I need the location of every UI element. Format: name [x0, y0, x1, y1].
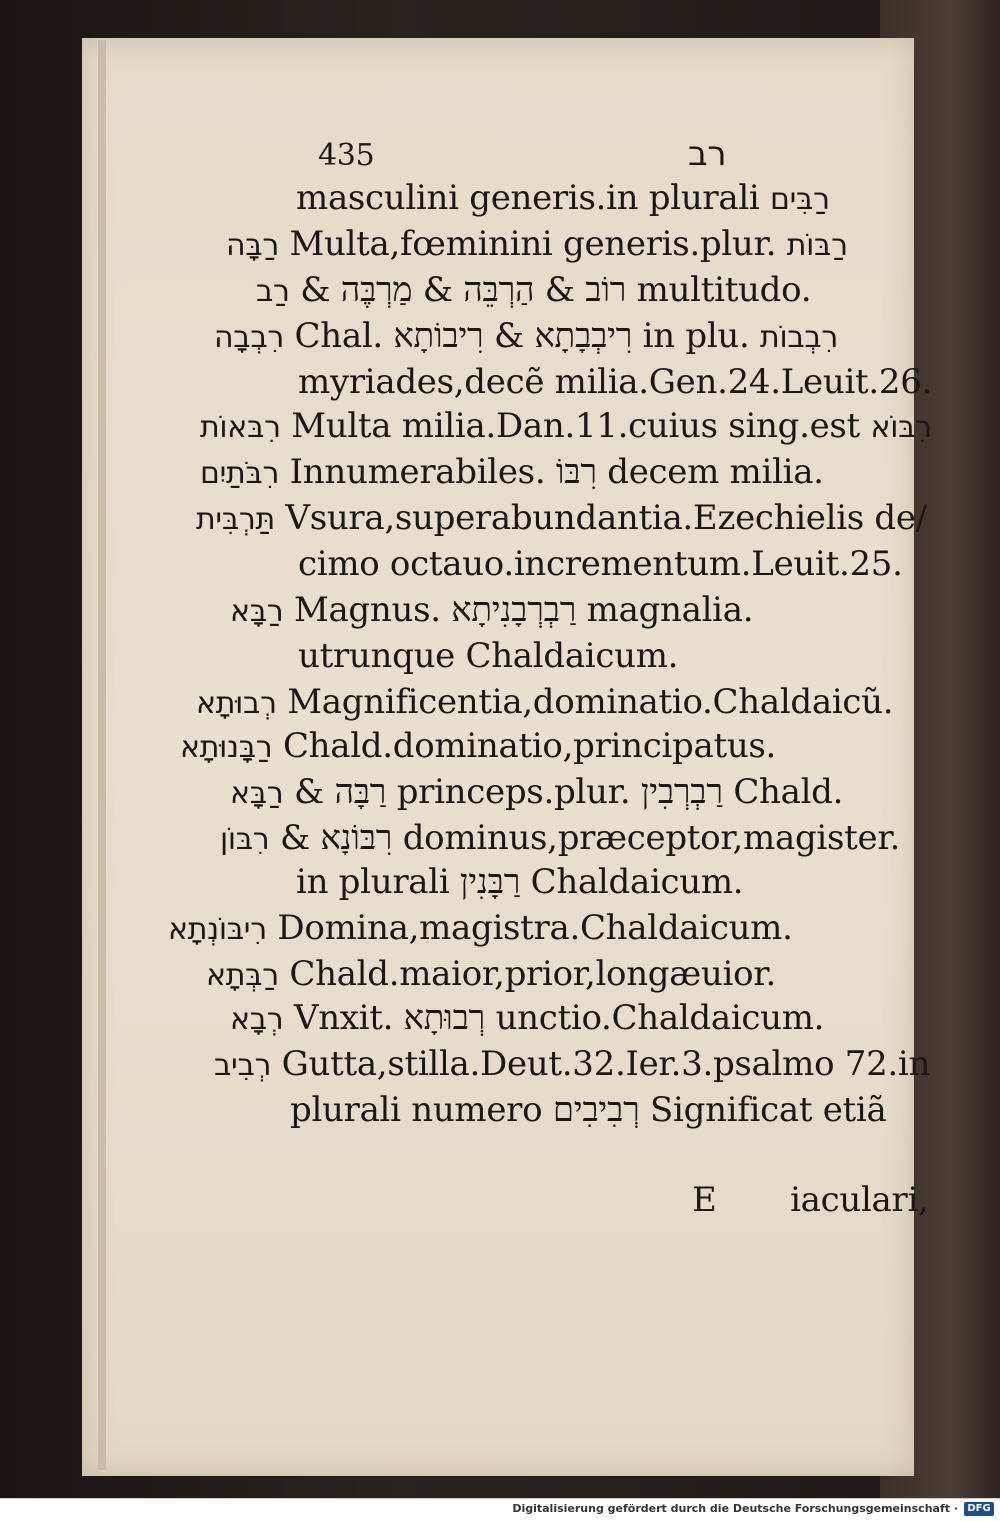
- headword: רִבּאוֹת: [200, 410, 281, 445]
- headword: תַּרְבִּית: [196, 502, 275, 537]
- headword: רְבִיב: [214, 1048, 272, 1083]
- line-text: Magnus. רַבְרְבָנִיתָא magnalia.: [293, 590, 754, 630]
- text-line: [230, 770, 843, 816]
- text-line: [196, 680, 893, 726]
- footer-credit: Digitalisierung gefördert durch die Deutsche Forschungsgemeinschaft ·: [512, 1502, 958, 1515]
- headword: רְבוּתָא: [196, 686, 277, 721]
- hebrew-term: רִבּוֹא: [870, 410, 932, 445]
- headword: רַבָּנוּתָא: [180, 730, 273, 765]
- text-line: [206, 952, 776, 998]
- headword: רַבָּה: [226, 228, 279, 263]
- text-line: [230, 588, 753, 634]
- line-text: Chald.maior,prior,longæuior.: [289, 954, 777, 994]
- line-text: plurali numero רְבִיבִים Significat etiã: [290, 1090, 887, 1130]
- text-line: [200, 404, 932, 450]
- line-text: Domina,magistra.Chaldaicum.: [277, 908, 793, 948]
- line-text: E iaculari,: [692, 1180, 929, 1220]
- line-text: Multa milia.Dan.11.cuius sing.est: [291, 406, 860, 446]
- page-edge: [98, 40, 106, 1470]
- line-text: utrunque Chaldaicum.: [298, 636, 679, 676]
- hebrew-term: רַבִּים: [770, 182, 830, 217]
- line-text: & רוֹב & הַרְבֵּה & מַרְבֶּה multitudo.: [300, 270, 812, 310]
- running-head: רב: [688, 134, 727, 174]
- text-line: [214, 1042, 930, 1088]
- line-text: Innumerabiles. רִבּוֹ decem milia.: [289, 452, 824, 492]
- text-line: [168, 906, 793, 952]
- line-text: & רַבָּה princeps.plur. רַבְרְבִין Chald.: [293, 772, 844, 812]
- text-line: [298, 634, 678, 678]
- line-text: Chald.dominatio,principatus.: [282, 726, 777, 766]
- text-line: [180, 724, 776, 770]
- headword: רַבְּתָא: [206, 958, 279, 993]
- text-line: [220, 816, 900, 862]
- text-line: [256, 268, 811, 314]
- line-text: Vsura,superabundantia.Ezechielis de/: [285, 498, 927, 538]
- line-text: cimo octauo.incrementum.Leuit.25.: [298, 544, 903, 584]
- line-text: Gutta,stilla.Deut.32.Ier.3.psalmo 72.in: [281, 1044, 931, 1084]
- text-line: [298, 360, 932, 404]
- text-line: [296, 860, 743, 904]
- text-line: [298, 542, 903, 586]
- hebrew-term: רִבְבוֹת: [760, 320, 839, 355]
- text-line: [296, 176, 830, 222]
- text-line: [214, 314, 838, 360]
- text-line: [200, 450, 824, 496]
- line-text: in plurali רַבָּנִין Chaldaicum.: [296, 862, 744, 902]
- text-line: [290, 1088, 886, 1132]
- headword: רִבֹּתַיִם: [200, 456, 280, 491]
- text-line: [226, 222, 848, 268]
- line-text: masculini generis.in plurali: [296, 178, 760, 218]
- line-text: Magnificentia,dominatio.Chaldaicũ.: [287, 682, 894, 722]
- headword: רִבְבָה: [214, 320, 285, 355]
- line-text: & רִבּוֹנָא dominus,præceptor,magister.: [279, 818, 901, 858]
- dfg-logo: DFG: [964, 1502, 994, 1516]
- line-text: Vnxit. רְבוּתָא unctio.Chaldaicum.: [293, 998, 825, 1038]
- line-text: Chal. רִיבְבָתָא & רִיבוֹתָא in plu.: [294, 316, 750, 356]
- headword: רַבָּא: [230, 776, 284, 811]
- page-number: 435: [318, 138, 375, 173]
- hebrew-term: רַבּוֹת: [786, 228, 848, 263]
- line-text: myriades,decẽ milia.Gen.24.Leuit.26.: [298, 362, 933, 402]
- text-line: [230, 996, 824, 1042]
- text-line: [196, 496, 927, 542]
- footer-bar: [0, 1498, 1000, 1521]
- headword: רִיבּוֹנְתָא: [168, 912, 267, 947]
- headword: רַב: [256, 274, 290, 309]
- headword: רִבּוֹן: [220, 822, 270, 857]
- line-text: Multa,fœminini generis.plur.: [289, 224, 777, 264]
- headword: רַבָּא: [230, 594, 284, 629]
- headword: רְבָא: [230, 1002, 284, 1037]
- catchword-line: [650, 1134, 929, 1266]
